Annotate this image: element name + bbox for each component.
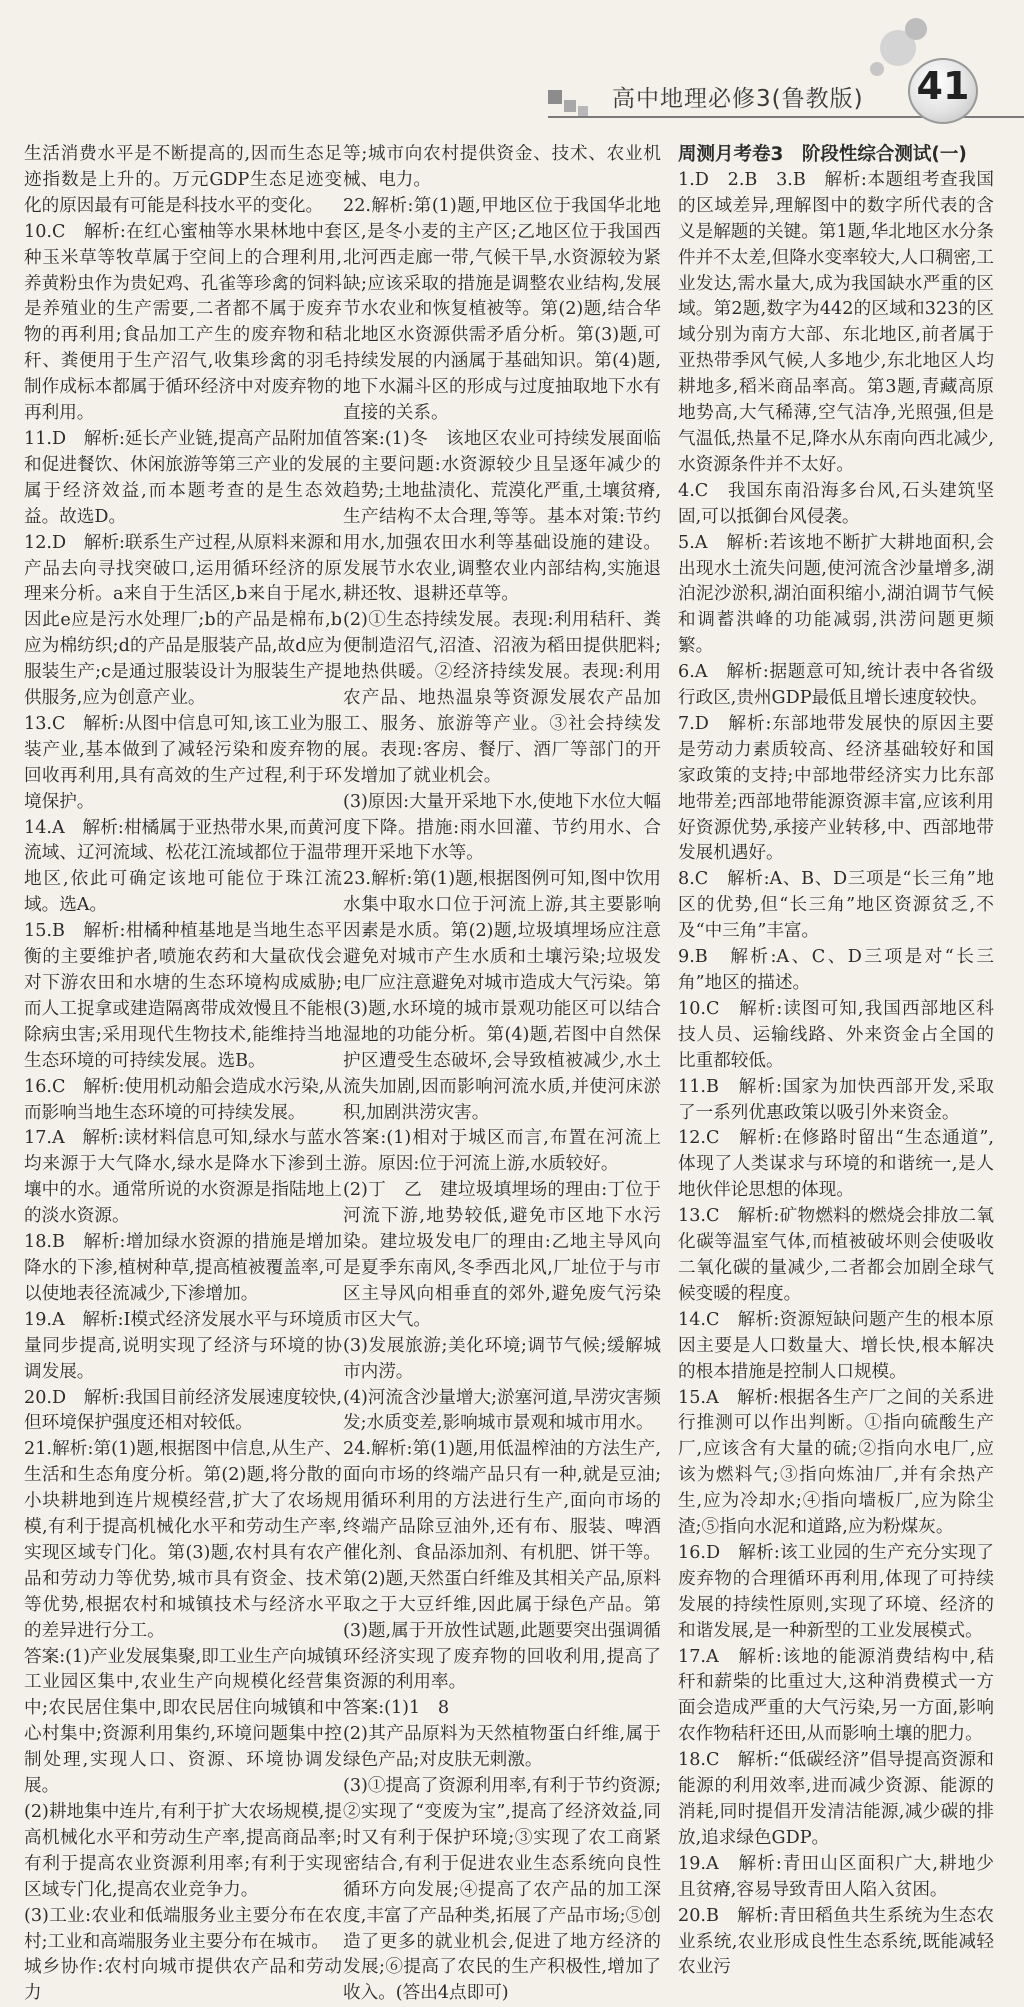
answer-paragraph: 答案:(1)相对于城区而言,布置在河流上游。原因:位于河流上游,水质较好。 (343, 1128, 661, 1175)
answer-paragraph: 答案:(1)1 8 (343, 1698, 450, 1719)
answer-paragraph: 14.A 解析:柑橘属于亚热带水果,而黄河流域、辽河流域、松花江流域都位于温带地区,依此可确定该地可能位于珠江流域。选A。 (24, 817, 342, 916)
answer-paragraph: 22.解析:第(1)题,甲地区位于我国华北地区,是冬小麦的主产区;乙地区位于我国西北河西走廊一带,气候干旱,水资源较为紧缺;应该采取的措施是调整农业结构,发展节水农业和恢复植被等。第(2)题,结合华北地区水资源供需矛盾分析。第(3)题,可持续发展的内涵属于基础知识。第(4)题,地下水漏斗区的形成与过度抽取地下水有直接的关系。 (343, 195, 661, 424)
answer-paragraph: (4)河流含沙量增大;淤塞河道,旱涝灾害频发;水质变差,影响城市景观和城市用水。 (343, 1387, 661, 1434)
answer-paragraph: 答案:(1)冬 该地区农业可持续发展面临的主要问题:水资源较少且呈逐年减少的趋势;土地盐渍化、荒漠化严重,土壤贫瘠,生产结构不太合理,等等。基本对策:节约用水,加强农田水利等基础设施的建设。发展节水农业,调整农业内部结构,实施退耕还牧、退耕还草等。 (343, 428, 661, 605)
answer-paragraph: 7.D 解析:东部地带发展快的原因主要是劳动力素质较高、经济基础较好和国家政策的支持;中部地带经济实力比东部地带差;西部地带能源资源丰富,应该利用好资源优势,承接产业转移,中、西部地带发展机遇好。 (678, 713, 994, 864)
decorative-dot (905, 18, 927, 40)
answer-paragraph: 8.C 解析:A、B、D三项是“长三角”地区的优势,但“长三角”地区资源贫乏,不及“中三角”丰富。 (678, 869, 994, 942)
answer-paragraph: 16.C 解析:使用机动船会造成水污染,从而影响当地生态环境的可持续发展。 (24, 1076, 342, 1123)
answer-column-3 (678, 142, 994, 1981)
answer-paragraph: 19.A 解析:Ⅰ模式经济发展水平与环境质量同步提高,说明实现了经济与环境的协调发展。 (24, 1309, 342, 1382)
answer-paragraph: 1.D 2.B 3.B 解析:本题组考查我国的区域差异,理解图中的数字所代表的含义是解题的关键。第1题,华北地区水分条件并不太差,但降水变率较大,人口稠密,工业发达,需水量大,成为我国缺水严重的区域。第2题,数字为442的区域和323的区域分别为南方大部、东北地区,前者属于亚热带季风气候,人多地少,东北地区人均耕地多,稻米商品率高。第3题,青藏高原地势高,大气稀薄,空气洁净,光照强,但是气温低,热量不足,降水从东南向西北减少,水资源条件并不太好。 (678, 169, 994, 475)
answer-paragraph: 15.B 解析:柑橘种植基地是当地生态平衡的主要维护者,喷施农药和大量砍伐会对下游农田和水塘的生态环境构成威胁;而人工捉拿或建造隔离带成效慢且不能根除病虫害;采用现代生物技术,能维持当地生态环境的可持续发展。选B。 (24, 921, 342, 1071)
answer-paragraph: 16.D 解析:该工业园的生产充分实现了废弃物的合理循环再利用,体现了可持续发展的持续性原则,实现了环境、经济的和谐发展,是一种新型的工业发展模式。 (678, 1542, 994, 1641)
answer-paragraph: 6.A 解析:据题意可知,统计表中各省级行政区,贵州GDP最低且增长速度较快。 (678, 662, 994, 709)
answer-paragraph: 20.D 解析:我国目前经济发展速度较快,但环境保护强度还相对较低。 (24, 1387, 342, 1434)
answer-paragraph: (3)原因:大量开采地下水,使地下水位大幅度下降。措施:雨水回灌、节约用水、合理开采地下水等。 (343, 791, 661, 864)
answer-paragraph: 23.解析:第(1)题,根据图例可知,图中饮用水集中取水口位于河流上游,其主要影响因素是水质。第(2)题,垃圾填埋场应注意避免对城市产生水质和土壤污染;垃圾发电厂应注意避免对城市造成大气污染。第(3)题,水环境的城市景观功能区可以结合湿地的功能分析。第(4)题,若图中自然保护区遭受生态破坏,会导致植被减少,水土流失加剧,因而影响河流水质,并使河床淤积,加剧洪涝灾害。 (343, 869, 661, 1123)
answer-paragraph: 14.C 解析:资源短缺问题产生的根本原因主要是人口数量大、增长快,根本解决的根本措施是控制人口规模。 (678, 1309, 994, 1382)
book-title: 高中地理必修3(鲁教版) (612, 86, 864, 112)
answer-paragraph: 5.A 解析:若该地不断扩大耕地面积,会出现水土流失问题,使河流含沙量增多,湖泊泥沙淤积,湖泊面积缩小,湖泊调节气候和调蓄洪峰的功能减弱,洪涝问题更频繁。 (678, 532, 994, 657)
answer-paragraph: 10.C 解析:读图可知,我国西部地区科技人员、运输线路、外来资金占全国的比重都较低。 (678, 998, 994, 1071)
answer-paragraph: 4.C 我国东南沿海多台风,石头建筑坚固,可以抵御台风侵袭。 (678, 480, 994, 527)
answer-paragraph: (3)工业:农业和低端服务业主要分布在农村;工业和高端服务业主要分布在城市。 (24, 1905, 342, 1952)
page-number: 41 (916, 64, 970, 108)
decorative-dot (870, 62, 884, 76)
section-title: 周测月考卷3 阶段性综合测试(一) (678, 144, 967, 165)
answer-paragraph: 17.A 解析:该地的能源消费结构中,秸秆和薪柴的比重过大,这种消费模式一方面会造成严重的大气污染,另一方面,影响农作物秸秆还田,从而影响土壤的肥力。 (678, 1646, 994, 1745)
answer-paragraph: 20.B 解析:青田稻鱼共生系统为生态农业系统,农业形成良性生态系统,既能减轻农业污 (678, 1905, 994, 1978)
answer-paragraph: 13.C 解析:从图中信息可知,该工业为服装产业,基本做到了减轻污染和废弃物的回收再利用,具有高效的生产过程,利于环境保护。 (24, 713, 342, 812)
answer-paragraph: 17.A 解析:读材料信息可知,绿水与蓝水均来源于大气降水,绿水是降水下渗到土壤中的水。通常所说的水资源是指陆地上的淡水资源。 (24, 1128, 342, 1227)
answer-paragraph: 12.D 解析:联系生产过程,从原料来源和产品去向寻找突破口,运用循环经济的原理来分析。a来自于生活区,b来自于尾水,因此e应是污水处理厂;b的产品是棉布,b应为棉纺织;d的产品是服装产品,故d应为服装生产;c是通过服装设计为服装生产提供服务,应为创意产业。 (24, 532, 342, 709)
answer-paragraph: 生活消费水平是不断提高的,因而生态足迹指数是上升的。万元GDP生态足迹变化的原因最有可能是科技水平的变化。 (24, 144, 342, 216)
answer-column-2 (343, 142, 661, 2007)
answer-paragraph: (3)①提高了资源利用率,有利于节约资源;②实现了“变废为宝”,提高了经济效益,同时又有利于保护环境;③实现了农工商紧密结合,有利于促进农业生态系统向良性循环方向发展;④提高了农产品的加工深度,丰富了产品种类,拓展了产品市场;⑤创造了更多的就业机会,促进了地方经济的发展;⑥提高了农民的生产积极性,增加了收入。(答出4点即可) (343, 1776, 661, 2004)
answer-paragraph: 答案:(1)产业发展集聚,即工业生产向城镇工业园区集中,农业生产向规模化经营集中;农民居住集中,即农民居住向城镇和中心村集中;资源利用集约,环境问题集中控制处理,实现人口、资源、环境协调发展。 (24, 1646, 342, 1797)
answer-column-1 (24, 142, 342, 2007)
answer-paragraph: 21.解析:第(1)题,根据图中信息,从生产、生活和生态角度分析。第(2)题,将分散的小块耕地到连片规模经营,扩大了农场规模,有利于提高机械化水平和劳动生产率,实现区域专门化。第(3)题,农村具有农产品和劳动力等优势,城市具有资金、技术等优势,根据农村和城镇技术与经济水平的差异进行分工。 (24, 1439, 342, 1641)
answer-paragraph: 11.D 解析:延长产业链,提高产品附加值和促进餐饮、休闲旅游等第三产业的发展属于经济效益,而本题考查的是生态效益。故选D。 (24, 428, 342, 527)
page-header (0, 0, 1024, 140)
answer-paragraph: 18.B 解析:增加绿水资源的措施是增加降水的下渗,植树种草,提高植被覆盖率,可以使地表径流减少,下渗增加。 (24, 1232, 342, 1304)
answer-paragraph: 13.C 解析:矿物燃料的燃烧会排放二氧化碳等温室气体,而植被破坏则会使吸收二氧化碳的量减少,二者都会加剧全球气候变暖的程度。 (678, 1206, 994, 1304)
answer-paragraph: 城乡协作:农村向城市提供农产品和劳动力 (24, 1957, 342, 2004)
answer-paragraph: 18.C 解析:“低碳经济”倡导提高资源和能源的利用效率,进而减少资源、能源的消耗,同时提倡开发清洁能源,减少碳的排放,追求绿色GDP。 (678, 1750, 994, 1848)
answer-paragraph: (3)发展旅游;美化环境;调节气候;缓解城市内涝。 (343, 1335, 661, 1382)
answer-paragraph: (2)耕地集中连片,有利于扩大农场规模,提高机械化水平和劳动生产率,提高商品率;有利于提高农业资源利用率;有利于实现区域专门化,提高农业竞争力。 (24, 1802, 342, 1900)
answer-paragraph: (2)①生态持续发展。表现:利用秸秆、粪便制造沼气,沼渣、沼液为稻田提供肥料;地热供暖。②经济持续发展。表现:利用农产品、地热温泉等资源发展农产品加工、服务、旅游等产业。③社会持续发展。表现:客房、餐厅、酒厂等部门的开发增加了就业机会。 (343, 610, 661, 786)
answer-paragraph: 等;城市向农村提供资金、技术、农业机械、电力。 (343, 144, 661, 190)
answer-paragraph: 10.C 解析:在红心蜜柚等水果林地中套种玉米草等牧草属于空间上的合理利用,养黄粉虫作为贵妃鸡、孔雀等珍禽的饲料是养殖业的生产需要,二者都不属于废弃物的再利用;食品加工产生的废弃物和秸秆、粪便用于生产沼气,收集珍禽的羽毛制作成标本都属于循环经济中对废弃物的再利用。 (24, 221, 342, 424)
answer-paragraph: 11.B 解析:国家为加快西部开发,采取了一系列优惠政策以吸引外来资金。 (678, 1076, 994, 1123)
answer-paragraph: (2)其产品原料为天然植物蛋白纤维,属于绿色产品;对皮肤无刺激。 (343, 1724, 661, 1771)
answer-paragraph: (2)丁 乙 建垃圾填埋场的理由:丁位于河流下游,地势较低,避免市区地下水污染。建垃圾发电厂的理由:乙地主导风向是夏季东南风,冬季西北风,厂址位于与市区主导风向相垂直的郊外,避免废气污染市区大气。 (343, 1180, 661, 1330)
answer-paragraph: 24.解析:第(1)题,用低温榨油的方法生产,面向市场的终端产品只有一种,就是豆油;用循环利用的方法进行生产,面向市场的终端产品除豆油外,还有布、服装、啤酒催化剂、食品添加剂、有机肥、饼干等。第(2)题,天然蛋白纤维及其相关产品,原料取之于大豆纤维,因此属于绿色产品。第(3)题,属于开放性试题,此题要突出强调循环经济实现了废弃物的回收利用,提高了资源的利用率。 (343, 1439, 661, 1693)
answer-paragraph: 15.A 解析:根据各生产厂之间的关系进行推测可以作出判断。①指向硫酸生产厂,应该含有大量的硫;②指向水电厂,应该为燃料气;③指向炼油厂,并有余热产生,应为冷却水;④指向墙板厂,应为除尘渣;⑤指向水泥和道路,应为粉煤灰。 (678, 1387, 994, 1538)
answer-paragraph: 19.A 解析:青田山区面积广大,耕地少且贫瘠,容易导致青田人陷入贫困。 (678, 1853, 994, 1900)
answer-paragraph: 12.C 解析:在修路时留出“生态通道”,体现了人类谋求与环境的和谐统一,是人地伙伴论思想的体现。 (678, 1128, 994, 1201)
answer-paragraph: 9.B 解析:A、C、D三项是对“长三角”地区的描述。 (678, 947, 994, 993)
